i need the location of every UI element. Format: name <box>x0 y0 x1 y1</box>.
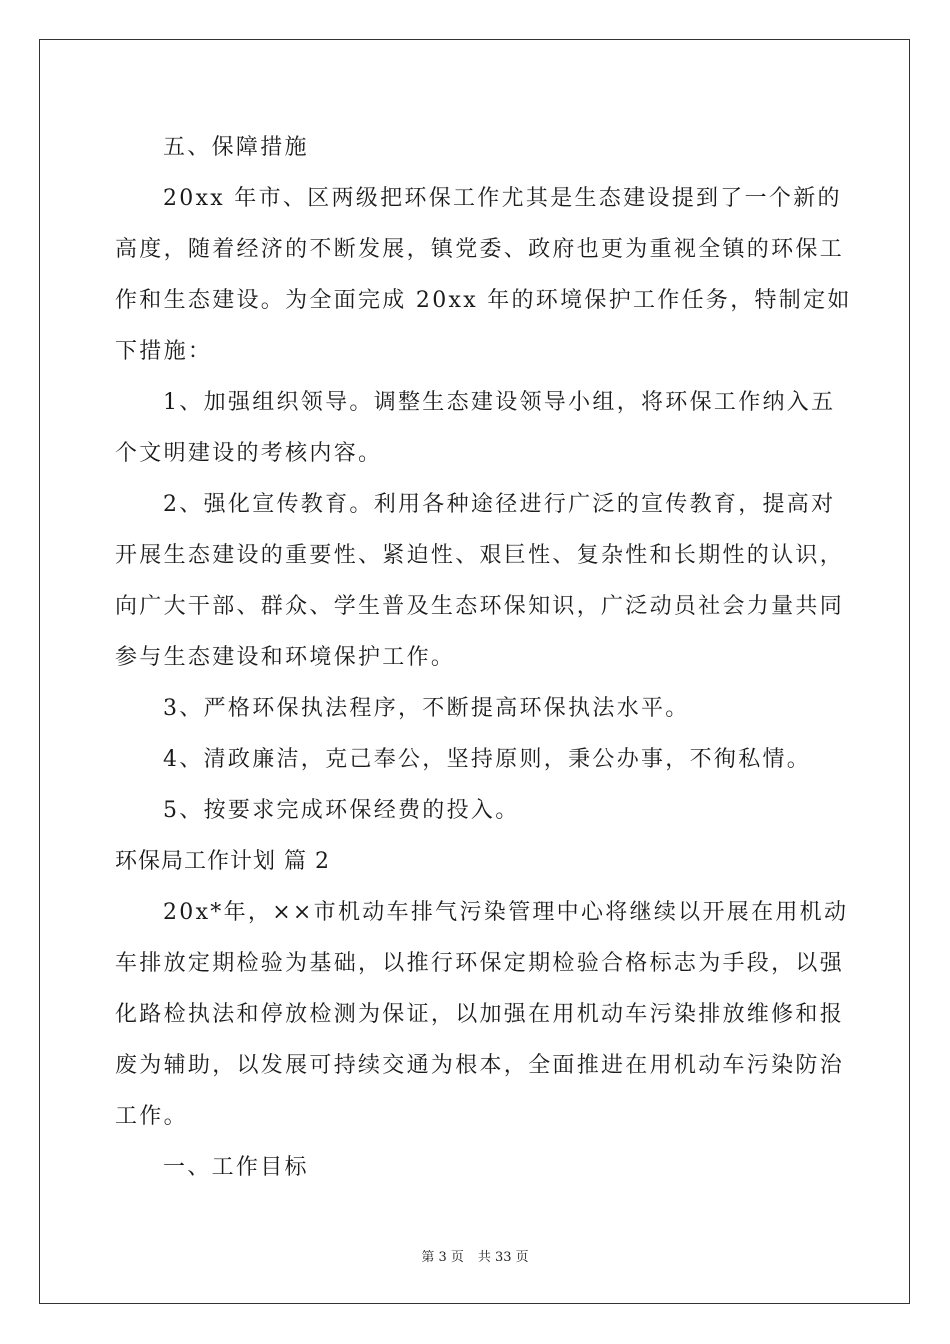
text-line: 个文明建设的考核内容。 <box>115 441 383 466</box>
text-line: 4、清政廉洁，克己奉公，坚持原则，秉公办事，不徇私情。 <box>163 747 812 772</box>
text-line: 向广大干部、群众、学生普及生态环保知识，广泛动员社会力量共同 <box>115 594 845 619</box>
text-line: 作和生态建设。为全面完成 20xx 年的环境保护工作任务，特制定如 <box>115 288 852 313</box>
document-body <box>115 122 852 1193</box>
text-line: 下措施： <box>115 339 213 364</box>
text-line: 工作。 <box>115 1104 188 1129</box>
text-line: 车排放定期检验为基础，以推行环保定期检验合格标志为手段，以强 <box>115 951 845 976</box>
page-total: 共 33 页 <box>477 1250 529 1265</box>
text-line: 20x*年，××市机动车排气污染管理中心将继续以开展在用机动 <box>163 900 849 925</box>
text-line: 参与生态建设和环境保护工作。 <box>115 645 456 670</box>
section-heading: 环保局工作计划 篇 2 <box>115 849 330 874</box>
text-line: 1、加强组织领导。调整生态建设领导小组，将环保工作纳入五 <box>163 390 836 415</box>
text-line: 2、强化宣传教育。利用各种途径进行广泛的宣传教育，提高对 <box>163 492 836 517</box>
text-line: 3、严格环保执法程序，不断提高环保执法水平。 <box>163 696 690 721</box>
text-line: 5、按要求完成环保经费的投入。 <box>163 798 520 823</box>
page-footer <box>0 1246 950 1265</box>
text-line: 20xx 年市、区两级把环保工作尤其是生态建设提到了一个新的 <box>163 186 842 211</box>
text-line: 开展生态建设的重要性、紧迫性、艰巨性、复杂性和长期性的认识， <box>115 543 845 568</box>
text-line: 废为辅助，以发展可持续交通为根本，全面推进在用机动车污染防治 <box>115 1053 845 1078</box>
text-line: 化路检执法和停放检测为保证，以加强在用机动车污染排放维修和报 <box>115 1002 845 1027</box>
text-line: 五、保障措施 <box>163 135 309 160</box>
text-line: 一、工作目标 <box>163 1155 309 1180</box>
text-line: 高度，随着经济的不断发展，镇党委、政府也更为重视全镇的环保工 <box>115 237 845 262</box>
page-number: 第 3 页 <box>421 1250 464 1265</box>
